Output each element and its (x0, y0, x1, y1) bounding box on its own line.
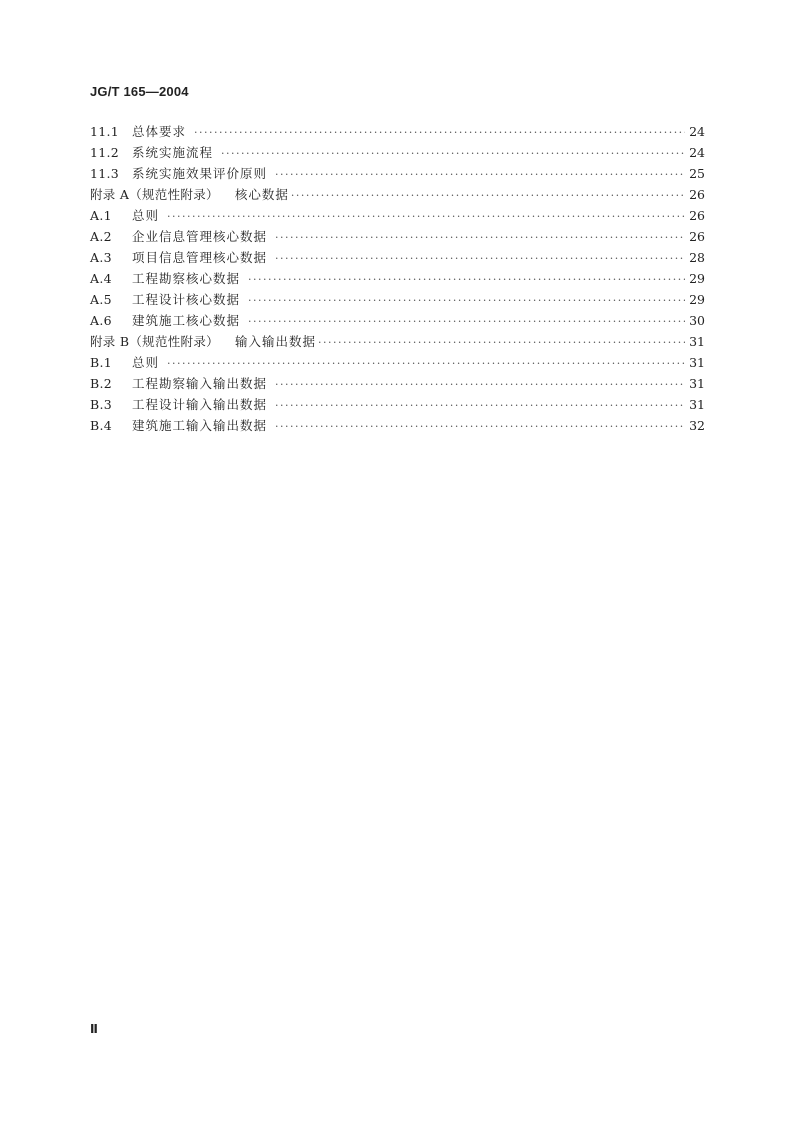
toc-entry-title: 系统实施流程 (132, 145, 214, 160)
toc-entry-page: 26 (689, 229, 705, 244)
toc-entry-title: 建筑施工核心数据 (132, 313, 241, 328)
toc-entry-b-1[interactable] (90, 352, 705, 373)
toc-entry-a-3[interactable] (90, 247, 705, 268)
toc-leader-dots (275, 227, 685, 248)
toc-entry-number: 11.1 (90, 124, 120, 139)
toc-leader-dots (221, 143, 685, 164)
toc-leader-dots (275, 395, 685, 416)
toc-entry-b-4[interactable] (90, 415, 705, 436)
toc-entry-page: 26 (689, 208, 705, 223)
toc-entry-page: 24 (689, 124, 705, 139)
toc-entry-title: 工程勘察输入输出数据 (132, 376, 268, 391)
toc-leader-dots (248, 269, 685, 290)
toc-leader-dots (275, 164, 685, 185)
toc-entry-appendix-a[interactable] (90, 184, 705, 205)
toc-entry-page: 29 (689, 271, 705, 286)
page-number: Ⅱ (90, 1022, 98, 1036)
toc-entry-number: B.3 (90, 397, 113, 412)
toc-entry-number: B.4 (90, 418, 113, 433)
toc-entry-number: A.3 (90, 250, 112, 265)
toc-entry-title: 工程设计输入输出数据 (132, 397, 268, 412)
toc-leader-dots (167, 206, 685, 227)
toc-entry-page: 31 (689, 397, 705, 412)
toc-entry-title: 项目信息管理核心数据 (132, 250, 268, 265)
toc-entry-number: A.5 (90, 292, 112, 307)
toc-entry-b-3[interactable] (90, 394, 705, 415)
toc-entry-title: 总则 (132, 355, 160, 370)
toc-entry-number: B.2 (90, 376, 113, 391)
toc-entry-title: 总则 (132, 208, 160, 223)
toc-leader-dots (275, 416, 685, 437)
toc-leader-dots (194, 122, 685, 143)
toc-entry-appendix-b[interactable] (90, 331, 705, 352)
toc-entry-page: 30 (689, 313, 705, 328)
toc-entry-title: 企业信息管理核心数据 (132, 229, 268, 244)
toc-entry-page: 26 (689, 187, 705, 202)
toc-entry-number: 11.2 (90, 145, 120, 160)
toc-entry-title: 核心数据 (234, 187, 289, 202)
toc-entry-page: 28 (689, 250, 705, 265)
table-of-contents (90, 121, 705, 436)
document-code: JG/T 165—2004 (90, 84, 189, 99)
toc-entry-title: 总体要求 (132, 124, 187, 139)
toc-leader-dots (167, 353, 685, 374)
toc-leader-dots (275, 374, 685, 395)
toc-leader-dots (248, 290, 685, 311)
toc-entry-a-5[interactable] (90, 289, 705, 310)
toc-entry-page: 25 (689, 166, 705, 181)
toc-entry-page: 29 (689, 292, 705, 307)
toc-entry-number: 11.3 (90, 166, 120, 181)
toc-entry-page: 31 (689, 355, 705, 370)
toc-leader-dots (318, 332, 685, 353)
toc-entry-page: 31 (689, 334, 705, 349)
toc-entry-11-3[interactable] (90, 163, 705, 184)
toc-entry-number: A.4 (90, 271, 112, 286)
toc-entry-title: 输入输出数据 (234, 334, 316, 349)
toc-leader-dots (275, 248, 685, 269)
toc-entry-title: 系统实施效果评价原则 (132, 166, 268, 181)
toc-entry-title: 建筑施工输入输出数据 (132, 418, 268, 433)
toc-entry-11-2[interactable] (90, 142, 705, 163)
toc-entry-a-1[interactable] (90, 205, 705, 226)
toc-entry-number: A.6 (90, 313, 112, 328)
toc-leader-dots (248, 311, 685, 332)
toc-entry-number: A.2 (90, 229, 112, 244)
toc-entry-a-2[interactable] (90, 226, 705, 247)
toc-entry-page: 32 (689, 418, 705, 433)
toc-entry-11-1[interactable] (90, 121, 705, 142)
toc-entry-page: 31 (689, 376, 705, 391)
toc-entry-number: A.1 (90, 208, 112, 223)
toc-entry-title: 工程设计核心数据 (132, 292, 241, 307)
toc-entry-a-6[interactable] (90, 310, 705, 331)
toc-entry-number: B.1 (90, 355, 113, 370)
toc-entry-a-4[interactable] (90, 268, 705, 289)
toc-entry-page: 24 (689, 145, 705, 160)
toc-leader-dots (291, 185, 685, 206)
toc-entry-b-2[interactable] (90, 373, 705, 394)
toc-appendix-label: 附录 B（规范性附录） (90, 334, 219, 349)
toc-appendix-label: 附录 A（规范性附录） (90, 187, 219, 202)
toc-entry-title: 工程勘察核心数据 (132, 271, 241, 286)
